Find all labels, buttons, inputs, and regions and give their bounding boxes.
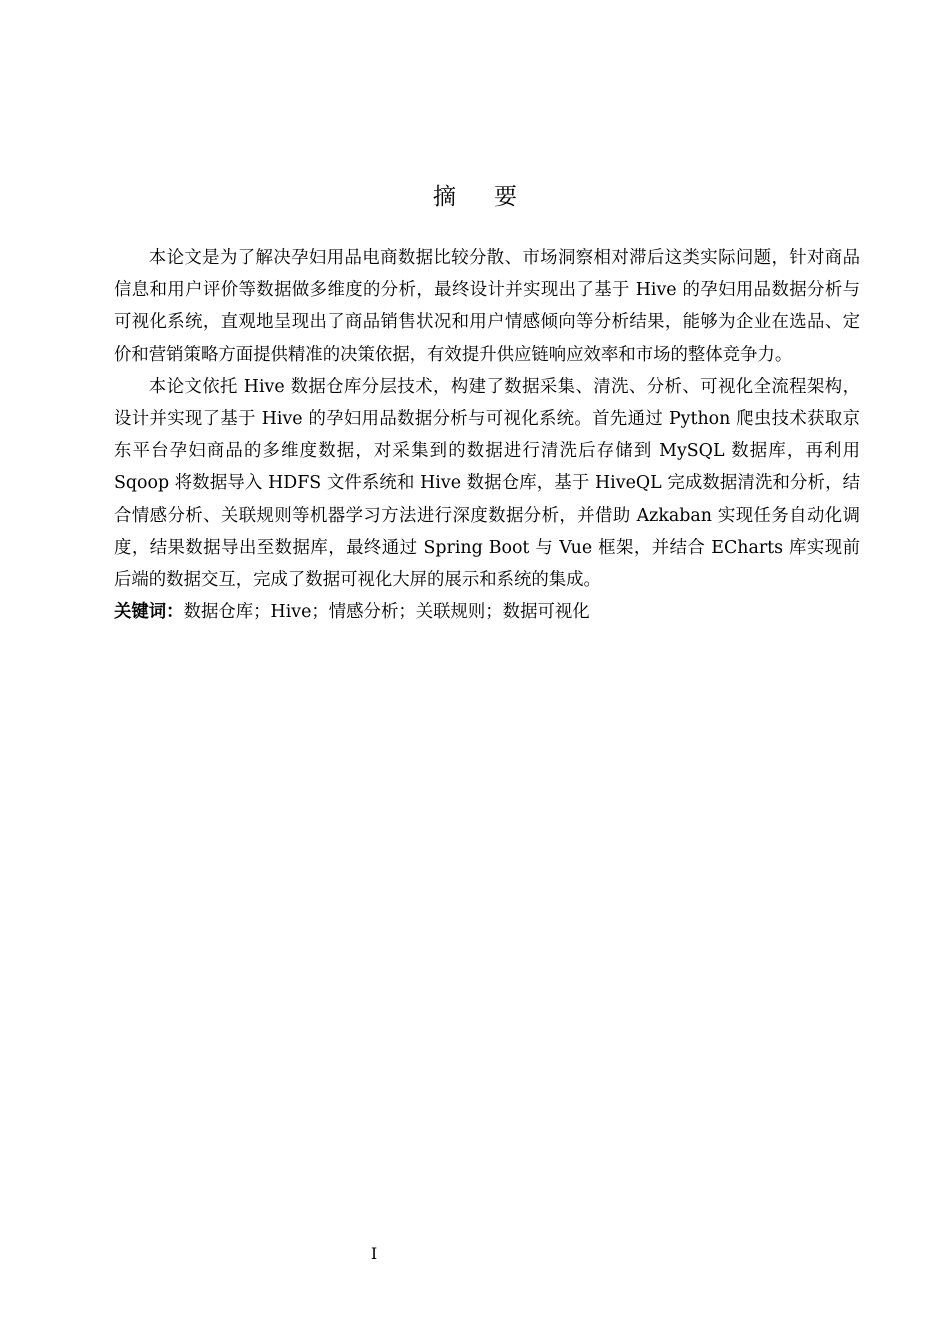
abstract-title [0,178,950,211]
abstract-paragraph-2: 本论文依托 Hive 数据仓库分层技术，构建了数据采集、清洗、分析、可视化全流程架构，设计并实现了基于 Hive 的孕妇用品数据分析与可视化系统。首先通过 Python 爬虫技术获取京东平台孕妇商品的多维度数据，对采集到的数据进行清洗后存储到 MySQL 数据库，再利用 Sqoop 将数据导入 HDFS 文件系统和 Hive 数据仓库，基于 HiveQL 完成数据清洗和分析，结合情感分析、关联规则等机器学习方法进行深度数据分析，并借助 Azkaban 实现任务自动化调度，结果数据导出至数据库，最终通过 Spring Boot 与 Vue 框架，并结合 ECharts 库实现前后端的数据交互，完成了数据可视化大屏的展示和系统的集成。 [114,376,860,591]
abstract-paragraph-1: 本论文是为了解决孕妇用品电商数据比较分散、市场洞察相对滞后这类实际问题，针对商品信息和用户评价等数据做多维度的分析，最终设计并实现出了基于 Hive 的孕妇用品数据分析与可视化系统，直观地呈现出了商品销售状况和用户情感倾向等分析结果，能够为企业在选品、定价和营销策略方面提供精准的决策依据，有效提升供应链响应效率和市场的整体竞争力。 [114,248,860,365]
page-number: I [370,1244,378,1263]
abstract-title-char-2: 要 [494,184,517,210]
keywords-line [114,596,860,628]
abstract-title-char-1: 摘 [433,184,456,210]
keywords-label: 关键词： [114,602,184,623]
abstract-body [114,242,860,628]
keywords-text: 数据仓库；Hive；情感分析；关联规则；数据可视化 [183,602,590,623]
